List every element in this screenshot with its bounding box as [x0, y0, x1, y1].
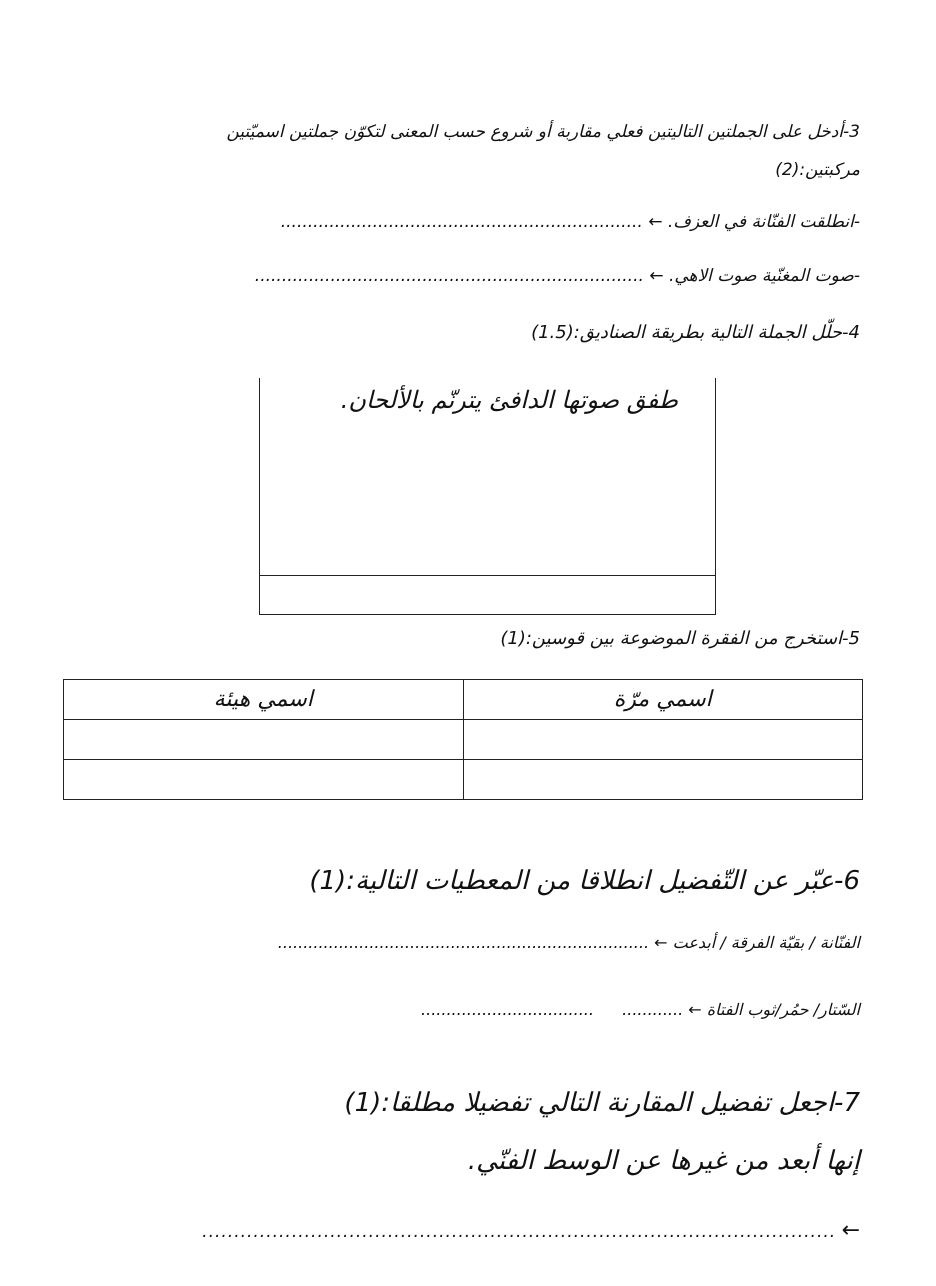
box-bottom-edge	[259, 614, 716, 615]
answer-line[interactable]: ........................................................................	[254, 266, 644, 286]
q5-table	[63, 679, 863, 800]
q3-item-2	[255, 266, 860, 286]
q7-prompt: 7-اجعل تفضيل المقارنة التالي تفضيلا مطلقا:(1)	[344, 1088, 860, 1118]
q6-item-1	[278, 933, 860, 952]
q3-prompt-line2: مركبتين:(2)	[775, 160, 860, 180]
answer-cell[interactable]	[64, 720, 464, 760]
answer-line[interactable]: ..................................	[421, 1000, 594, 1019]
q7-sentence: إنها أبعد من غيرها عن الوسط الفنّي.	[467, 1146, 860, 1176]
answer-line[interactable]: ............	[622, 1000, 684, 1019]
answer-cell[interactable]	[64, 760, 464, 800]
table-header-cell	[463, 680, 863, 720]
q3-item-2-text: -صوت المغنّية صوت الاهي.	[668, 266, 860, 286]
q6-item-1-text: الفنّانة / بقيّة الفرقة / أبدعت	[672, 933, 860, 952]
arrow-icon: ←	[648, 212, 663, 232]
table-row	[64, 760, 863, 800]
q6-item-2	[421, 1000, 860, 1019]
table-header-cell	[64, 680, 464, 720]
box-right-edge	[715, 378, 716, 615]
col-right-label: اسمي مرّة	[613, 687, 712, 712]
q4-sentence: طفق صوتها الدافئ يترنّم بالألحان.	[340, 386, 678, 414]
q3-item-1-text: -انطلقت الفنّانة في العزف.	[667, 212, 860, 232]
answer-line[interactable]: .........................................................................	[277, 933, 650, 952]
q3-item-1	[281, 212, 860, 232]
q6-item-2-text: السّتار/ حمُر/ثوب الفتاة	[706, 1000, 860, 1019]
q3-prompt-line1: 3-أدخل على الجملتين التاليتين فعلي مقاربة أو شروع حسب المعنى لتكوّن جملتين اسميّتين	[226, 122, 860, 142]
arrow-icon: ←	[688, 1000, 702, 1019]
answer-line[interactable]: ...................................................................	[280, 212, 643, 232]
q7-answer	[202, 1218, 860, 1243]
box-left-edge	[259, 378, 260, 615]
table-row	[64, 720, 863, 760]
q4-prompt: 4-حلّل الجملة التالية بطريقة الصناديق:(1.5)	[531, 322, 860, 343]
q5-prompt: 5-استخرج من الفقرة الموضوعة بين قوسين:(1)	[500, 628, 860, 649]
arrow-icon: ←	[649, 266, 664, 286]
q6-prompt: 6-عبّر عن التّفضيل انطلاقا من المعطيات التالية:(1)	[309, 866, 860, 896]
col-left-label: اسمي هيئة	[213, 687, 313, 712]
answer-cell[interactable]	[463, 720, 863, 760]
answer-line[interactable]: ...................................................................................................	[202, 1222, 837, 1242]
arrow-icon: ←	[654, 933, 668, 952]
box-divider	[259, 575, 716, 576]
table-header-row	[64, 680, 863, 720]
arrow-icon: ←	[841, 1218, 860, 1243]
answer-cell[interactable]	[463, 760, 863, 800]
